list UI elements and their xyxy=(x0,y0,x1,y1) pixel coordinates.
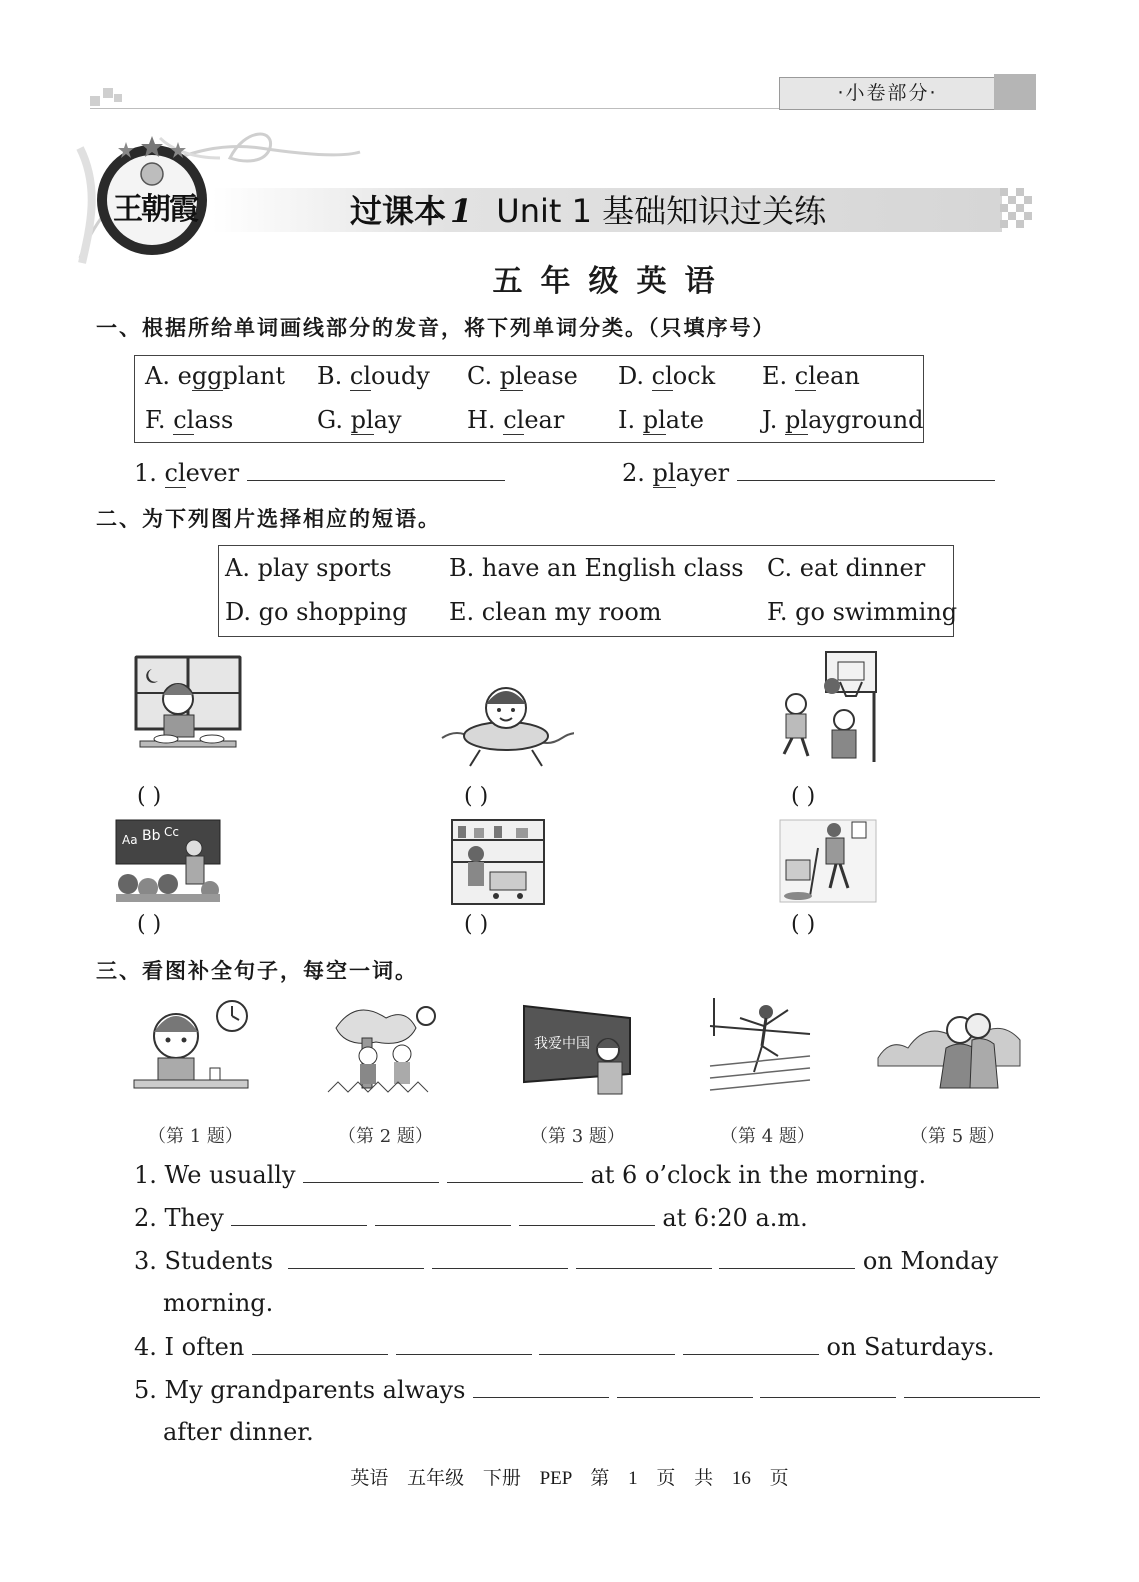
option-item: A. play sports xyxy=(225,554,392,582)
answer-blank[interactable] xyxy=(904,1375,1040,1398)
answer-paren[interactable]: ( ) xyxy=(137,784,162,809)
answer-blank[interactable] xyxy=(432,1246,568,1269)
picture-play-sports xyxy=(774,650,880,764)
sentence-5-continued: after dinner. xyxy=(163,1418,314,1446)
footer-edition: PEP xyxy=(539,1468,572,1489)
page-title xyxy=(350,188,826,232)
answer-blank[interactable] xyxy=(252,1332,388,1355)
picture-q2-school xyxy=(326,998,442,1096)
section1-options-box xyxy=(134,355,924,443)
answer-blank[interactable] xyxy=(737,458,995,481)
option-item: D. clock xyxy=(618,362,716,390)
answer-blank[interactable] xyxy=(447,1160,583,1183)
footer-volume: 下册 xyxy=(482,1468,521,1489)
question-caption: （第 4 题） xyxy=(720,1126,815,1147)
answer-blank[interactable] xyxy=(473,1375,609,1398)
option-item: J. playground xyxy=(762,406,924,434)
sentence-2: 2. They at 6:20 a.m. xyxy=(134,1204,808,1232)
title-number: 1 xyxy=(450,192,473,230)
option-item: A. eggplant xyxy=(145,362,285,390)
picture-clean-room xyxy=(778,818,878,904)
answer-paren[interactable]: ( ) xyxy=(464,912,489,937)
sentence-4: 4. I often on Saturdays. xyxy=(134,1333,995,1361)
section2-options-box xyxy=(218,545,958,637)
footer-subject: 英语 xyxy=(350,1468,389,1489)
svg-text:Bb: Bb xyxy=(142,828,161,844)
page-subtitle: 五年级英语 xyxy=(492,264,733,299)
sentence-1: 1. We usually at 6 o’clock in the morning. xyxy=(134,1161,927,1189)
section1-heading: 一、根据所给单词画线部分的发音，将下列单词分类。（只填序号） xyxy=(96,316,776,340)
answer-blank[interactable] xyxy=(683,1332,819,1355)
answer-blank[interactable] xyxy=(375,1203,511,1226)
checker-decoration xyxy=(1000,188,1038,232)
picture-english-class xyxy=(114,818,222,904)
answer-blank[interactable] xyxy=(396,1332,532,1355)
answer-paren[interactable]: ( ) xyxy=(464,784,489,809)
option-item: F. go swimming xyxy=(767,598,958,626)
picture-q4-dance xyxy=(708,996,812,1096)
answer-blank[interactable] xyxy=(288,1246,424,1269)
decor-square xyxy=(103,88,113,98)
answer-blank[interactable] xyxy=(231,1203,367,1226)
section3-heading: 三、看图补全句子，每空一词。 xyxy=(96,959,418,983)
answer-blank[interactable] xyxy=(247,458,505,481)
decor-square xyxy=(114,94,122,102)
picture-q1-breakfast xyxy=(132,998,250,1094)
decor-square xyxy=(90,96,100,106)
option-item: B. cloudy xyxy=(317,362,430,390)
answer-blank[interactable] xyxy=(303,1160,439,1183)
option-item: I. plate xyxy=(618,406,704,434)
answer-blank[interactable] xyxy=(719,1246,855,1269)
blackboard-text: 我爱中国 xyxy=(534,1036,590,1052)
title-main: Unit 1 基础知识过关练 xyxy=(496,192,827,230)
footer-grade: 五年级 xyxy=(407,1468,465,1489)
option-item: C. please xyxy=(467,362,578,390)
option-item: F. class xyxy=(145,406,234,434)
footer-page: 第 1 页 xyxy=(590,1468,676,1489)
answer-blank[interactable] xyxy=(576,1246,712,1269)
picture-q3-chinese-class xyxy=(520,1004,632,1096)
question-caption: （第 3 题） xyxy=(530,1126,625,1147)
section-tag-tab xyxy=(994,74,1036,110)
sentence-3-continued: morning. xyxy=(163,1289,274,1317)
option-item: E. clean my room xyxy=(449,598,662,626)
question-caption: （第 2 题） xyxy=(338,1126,433,1147)
picture-q5-grandparents xyxy=(876,1008,1022,1096)
answer-paren[interactable]: ( ) xyxy=(791,784,816,809)
title-prefix: 过课本 xyxy=(350,192,447,230)
sentence-5: 5. My grandparents always xyxy=(134,1375,1040,1404)
sentence-3: 3. Students on Monday xyxy=(134,1247,999,1275)
option-item: D. go shopping xyxy=(225,598,408,626)
section-tag: ·小卷部分· xyxy=(779,77,996,110)
option-item: E. clean xyxy=(762,362,860,390)
answer-blank[interactable] xyxy=(760,1375,896,1398)
option-item: C. eat dinner xyxy=(767,554,926,582)
option-item: B. have an English class xyxy=(449,554,744,582)
picture-go-swimming xyxy=(440,678,574,770)
logo-name: 王朝霞 xyxy=(113,193,197,226)
picture-go-shopping xyxy=(450,818,546,906)
answer-blank[interactable] xyxy=(539,1332,675,1355)
section2-heading: 二、为下列图片选择相应的短语。 xyxy=(96,507,441,531)
page-footer xyxy=(0,1463,1139,1490)
svg-text:Aa: Aa xyxy=(122,833,138,847)
answer-blank[interactable] xyxy=(617,1375,753,1398)
option-item: H. clear xyxy=(467,406,565,434)
answer-paren[interactable]: ( ) xyxy=(137,912,162,937)
question-caption: （第 5 题） xyxy=(910,1126,1005,1147)
option-item: G. play xyxy=(317,406,402,434)
question-1-2: 2. player xyxy=(622,458,995,487)
svg-text:Cc: Cc xyxy=(164,825,179,839)
answer-paren[interactable]: ( ) xyxy=(791,912,816,937)
footer-total: 共 16 页 xyxy=(694,1468,789,1489)
question-1-1: 1. clever xyxy=(134,458,505,487)
question-caption: （第 1 题） xyxy=(148,1126,243,1147)
answer-blank[interactable] xyxy=(519,1203,655,1226)
picture-eat-dinner xyxy=(134,655,242,763)
